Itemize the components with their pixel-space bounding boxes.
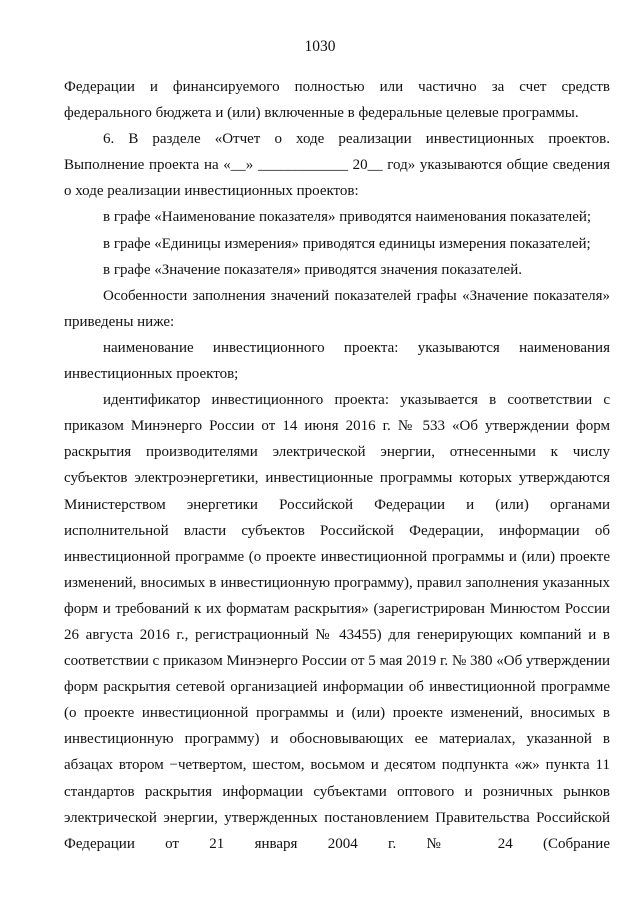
- paragraph-8: идентификатор инвестиционного проекта: указывается в соответствии с приказом Минэнерго России от 14 июня 2016 г. № 533 «Об утверждении форм раскрытия производителями электрической энергии, отнесенными к числу субъектов электроэнергетики, инвестиционные программы которых утверждаются Министерством энергетики Российской Федерации и (или) органами исполнительной власти субъектов Российской Федерации, информации об инвестиционной программе (о проекте инвестиционной программы и (или) проекте изменений, вносимых в инвестиционную программу), правил заполнения указанных форм и требований к их форматам раскрытия» (зарегистрирован Минюстом России 26 августа 2016 г., регистрационный № 43455) для генерирующих компаний и в соответствии с приказом Минэнерго России от 5 мая 2019 г. № 380 «Об утверждении форм раскрытия сетевой организацией информации об инвестиционной программе (о проекте инвестиционной программы и (или) проекте изменений, вносимых в инвестиционную программу) и обосновывающих ее материалах, указанной в абзацах втором −четвертом, шестом, восьмом и десятом подпункта «ж» пункта 11 стандартов раскрытия информации субъектами оптового и розничных рынков электрической энергии, утвержденных постановлением Правительства Российской Федерации от 21 января 2004 г. № 24 (Собрание: [64, 392, 610, 852]
- page-number: 1030: [304, 38, 336, 55]
- paragraph-3: в графе «Наименование показателя» приводятся наименования показателей;: [103, 209, 592, 226]
- paragraph-2: 6. В разделе «Отчет о ходе реализации инвестиционных проектов. Выполнение проекта на «__» ____________ 20__ год» указываются общие сведения о ходе реализации инвестиционных проектов:: [64, 131, 610, 200]
- paragraph-4: в графе «Единицы измерения» приводятся единицы измерения показателей;: [103, 235, 591, 252]
- paragraph-7: наименование инвестиционного проекта: указываются наименования инвестиционных проектов;: [64, 339, 610, 383]
- document-body: [64, 74, 610, 857]
- paragraph-6: Особенности заполнения значений показателей графы «Значение показателя» приведены ниже:: [64, 287, 610, 330]
- paragraph-5: в графе «Значение показателя» приводятся значения показателей.: [103, 261, 522, 278]
- paragraph-1: Федерации и финансируемого полностью или частично за счет средств федерального бюджета и (или) включенные в федеральные целевые программы.: [64, 79, 610, 122]
